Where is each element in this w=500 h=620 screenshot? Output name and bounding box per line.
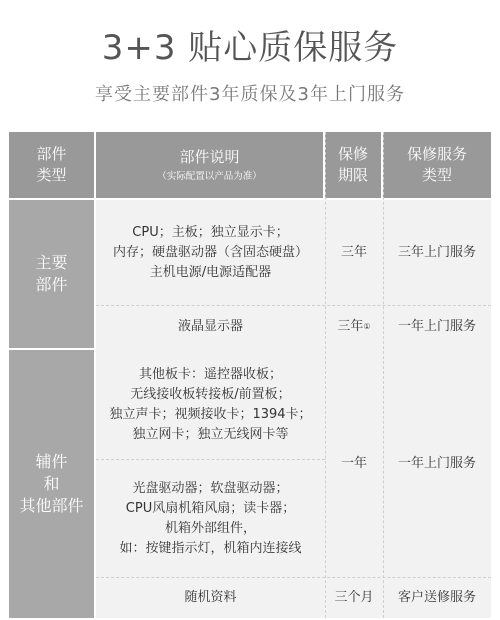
description-line: CPU风扇机箱风扇；读卡器；	[125, 500, 296, 516]
category-aux-parts	[9, 350, 94, 618]
table-row-main-1-period: 三年	[340, 244, 367, 260]
table-row-aux-2-description	[96, 460, 325, 577]
header-service-type	[383, 132, 491, 198]
header-part-type-line1: 部件	[36, 145, 67, 163]
category-main-line1: 主要	[35, 253, 68, 272]
description-line: 内存；硬盘驱动器（含固态硬盘）	[112, 244, 308, 260]
description-line: 机箱外部组件，	[164, 520, 256, 536]
table-row-aux-service: 一年上门服务	[397, 455, 476, 471]
table-row-main-1-service: 三年上门服务	[397, 244, 476, 260]
period-value: 三年	[337, 319, 364, 334]
description-line: 主机电源/电源适配器	[149, 264, 272, 280]
category-main-parts	[9, 200, 94, 348]
description-line: 光盘驱动器；软盘驱动器；	[132, 480, 289, 496]
table-row-aux-1-description	[96, 350, 325, 459]
table-row-main-2-period: 三年 ①	[325, 306, 383, 348]
category-aux-line1: 辅件	[35, 452, 68, 471]
description-line: 独立网卡；独立无线网卡等	[132, 426, 289, 442]
category-aux-line2: 和	[43, 474, 60, 493]
header-description	[96, 132, 323, 198]
header-description-label: 部件说明	[179, 147, 240, 166]
table-row-aux-3-description: 随机资料	[184, 590, 237, 605]
header-period	[325, 132, 381, 198]
table-row-aux-3-service: 客户送修服务	[397, 590, 476, 605]
header-service-type-line2: 类型	[421, 166, 452, 184]
category-main-line2: 部件	[35, 275, 68, 294]
table-row-aux-period: 一年	[340, 455, 367, 471]
description-line: 其他板卡：遥控器收板；	[138, 366, 282, 382]
description-line: CPU；主板；独立显示卡；	[132, 224, 289, 240]
header-part-type-line2: 类型	[36, 166, 67, 184]
table-row-main-1-description	[96, 200, 325, 305]
category-aux-line3: 其他部件	[19, 496, 84, 515]
header-description-note: （实际配置以产品为准）	[157, 170, 262, 182]
page-subtitle: 享受主要部件3年质保及3年上门服务	[95, 84, 405, 105]
page-title: 3+3 贴心质保服务	[101, 28, 399, 68]
header-period-line1: 保修	[337, 145, 368, 163]
description-line: 无线接收板转接板/前置板；	[130, 386, 291, 402]
header-service-type-line1: 保修服务	[406, 145, 467, 163]
table-row-main-2-description: 液晶显示器	[177, 319, 243, 334]
header-period-line2: 期限	[337, 166, 368, 184]
description-line: 如：按键指示灯，机箱内连接线	[119, 540, 302, 556]
description-line: 独立声卡；视频接收卡；1394卡；	[109, 406, 312, 422]
header-part-type	[9, 132, 94, 198]
table-row-aux-3-period: 三个月	[334, 590, 374, 605]
table-row-main-2-service: 一年上门服务	[397, 319, 476, 334]
